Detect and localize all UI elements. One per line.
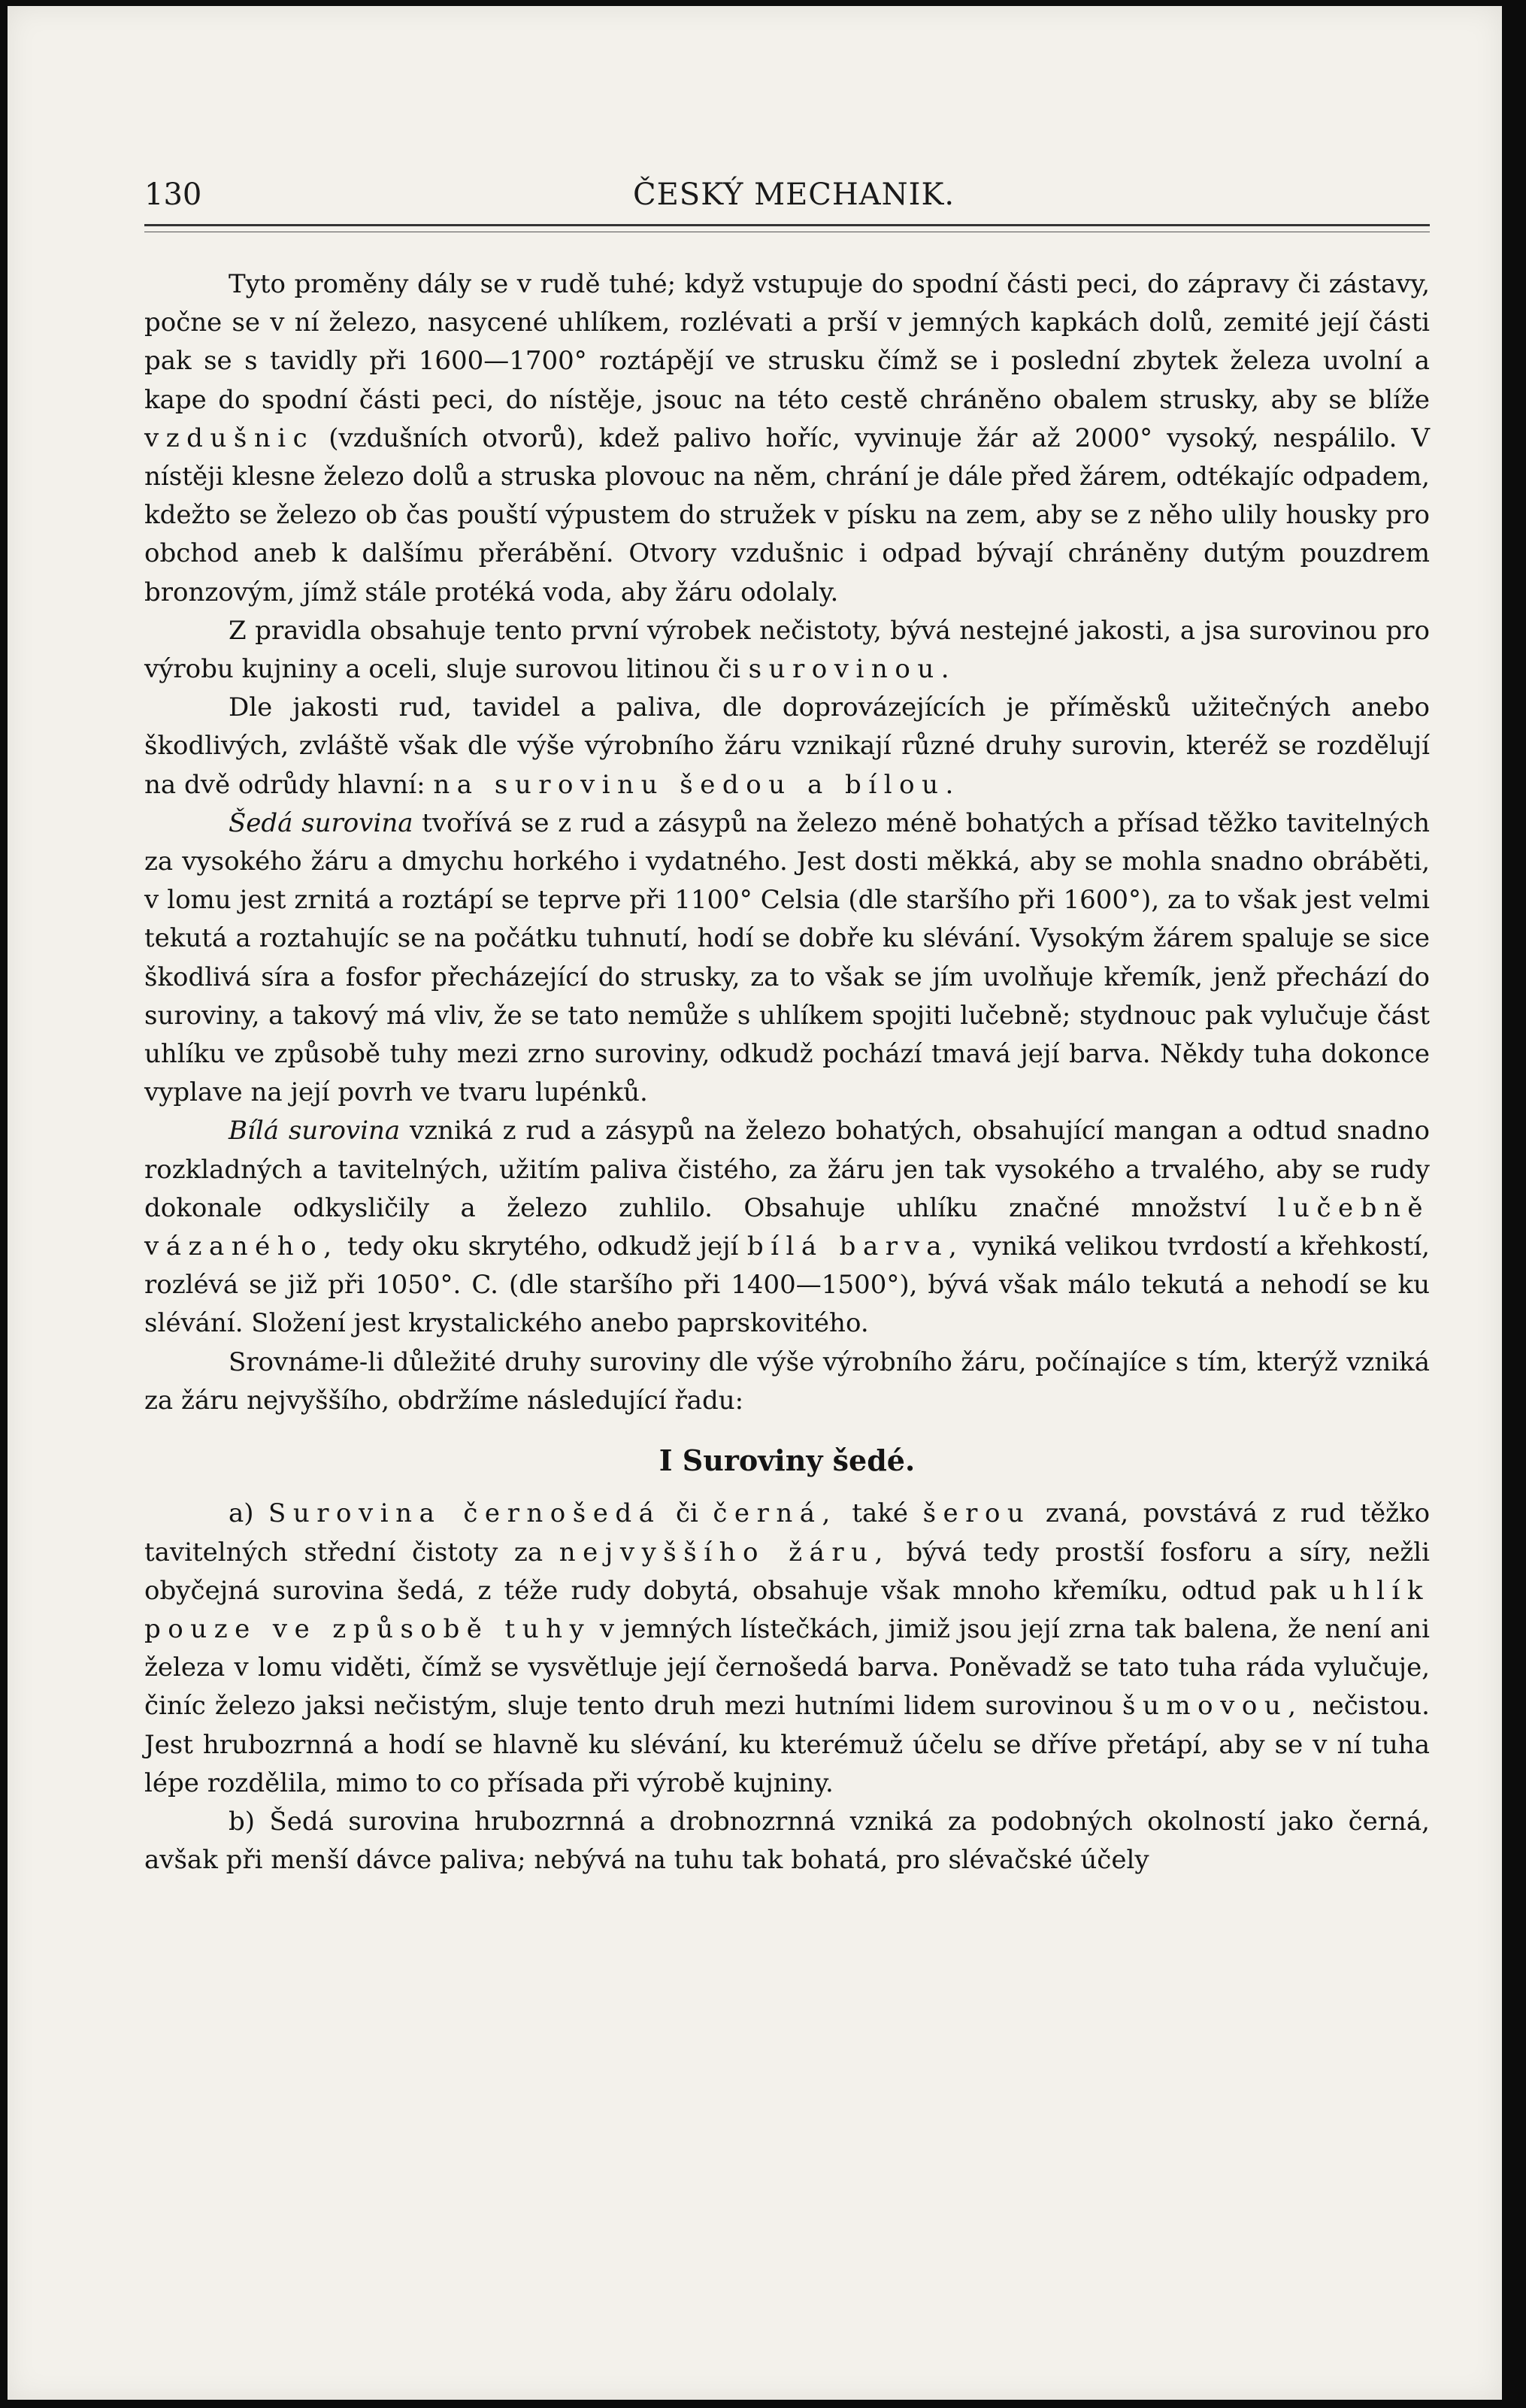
running-title: ČESKÝ MECHANIK. (633, 177, 955, 212)
header-rule-thick (144, 224, 1430, 226)
scanned-page (8, 6, 1502, 2400)
section-heading: I Suroviny šedé. (659, 1443, 916, 1478)
paragraph: Bílá surovina vzniká z rud a zásypů na železo bohatých, obsahující mangan a odtud snadno rozkladných a tavitelných, užitím paliva čistého, za žáru jen tak vysokého a trvalého, aby se rudy dokonale odkysličily a železo zuhlilo. Obsahuje uhlíku značné množství lučebně vázaného, tedy oku skrytého, odkudž její bílá barva, vyniká velikou tvrdostí a křehkostí, rozlévá se již při 1050°. C. (dle staršího při 1400—1500°), bývá však málo tekutá a nehodí se ku slévání. Složení jest krystalického anebo paprskovitého. (144, 1116, 1431, 1339)
page-header (144, 177, 1415, 223)
body-text (144, 265, 1430, 1879)
paragraph: Z pravidla obsahuje tento první výrobek nečistoty, bývá nestejné jakosti, a jsa surovinou pro výrobu kujniny a oceli, sluje surovou litinou či surovinou. (144, 615, 1430, 685)
paragraph: Tyto proměny dály se v rudě tuhé; když vstupuje do spodní části peci, do zápravy či zástavy, počne se v ní železo, nasycené uhlíkem, rozlévati a prší v jemných kapkách dolů, zemité její části pak se s tavidly při 1600—1700° roztápějí ve strusku čímž se i poslední zbytek železa uvolní a kape do spodní části peci, do nístěje, jsouc na této cestě chráněno obalem strusky, aby se blíže vzdušnic (vzdušních otvorů), kdež palivo hoříc, vyvinuje žár až 2000° vysoký, nespálilo. V nístěji klesne železo dolů a struska plovouc na něm, chrání je dále před žárem, odtékajíc odpadem, kdežto se železo ob čas pouští výpustem do stružek v písku na zem, aby se z něho ulily housky pro obchod aneb k dalšímu přerábění. Otvory vzdušnic i odpad bývají chráněny dutým pouzdrem bronzovým, jímž stále protéká voda, aby žáru odolaly. (144, 269, 1430, 607)
page-number: 130 (144, 177, 202, 212)
paragraph: a) Surovina černošedá či černá, také šerou zvaná, povstává z rud těžko tavitelných střední čistoty za nejvyššího žáru, bývá tedy prostší fosforu a síry, nežli obyčejná surovina šedá, z téže rudy dobytá, obsahuje však mnoho křemíku, odtud pak uhlík pouze ve způsobě tuhy v jemných lístečkách, jimiž jsou její zrna tak balena, že není ani železa v lomu viděti, čímž se vysvětluje její černošedá barva. Poněvadž se tato tuha ráda vylučuje, činíc železo jaksi nečistým, sluje tento druh mezi hutními lidem surovinou šumovou, nečistou. Jest hrubozrnná a hodí se hlavně ku slévání, ku kterémuž účelu se dříve přetápí, aby se v ní tuha lépe rozdělila, mimo to co přísada při výrobě kujniny. (144, 1498, 1431, 1798)
paragraph: Šedá surovina tvořívá se z rud a zásypů na železo méně bohatých a přísad těžko tavitelných za vysokého žáru a dmychu horkého i vydatného. Jest dosti měkká, aby se mohla snadno obráběti, v lomu jest zrnitá a roztápí se teprve při 1100° Celsia (dle staršího při 1600°), za to však jest velmi tekutá a roztahujíc se na počátku tuhnutí, hodí se dobře ku slévání. Vysokým žárem spaluje se sice škodlivá síra a fosfor přecházející do strusky, za to však se jím uvolňuje křemík, jenž přechází do suroviny, a takový má vliv, že se tato nemůže s uhlíkem spojiti lučebně; stydnouc pak vylučuje část uhlíku ve způsobě tuhy mezi zrno suroviny, odkudž pochází tmavá její barva. Někdy tuha dokonce vyplave na její povrh ve tvaru lupénků. (144, 807, 1431, 1108)
paragraph: b) Šedá surovina hrubozrnná a drobnozrnná vzniká za podobných okolností jako černá, avšak při menší dávce paliva; nebývá na tuhu tak bohatá, pro slévačské účely (144, 1806, 1430, 1876)
paragraph: Srovnáme-li důležité druhy suroviny dle výše výrobního žáru, počínajíce s tím, kterýž vzniká za žáru nejvyššího, obdržíme následující řadu: (144, 1346, 1430, 1416)
paragraph: Dle jakosti rud, tavidel a paliva, dle doprovázejících je příměsků užitečných anebo škodlivých, zvláště však dle výše výrobního žáru vznikají různé druhy surovin, kteréž se rozdělují na dvě odrůdy hlavní: na surovinu šedou a bílou. (144, 692, 1430, 800)
